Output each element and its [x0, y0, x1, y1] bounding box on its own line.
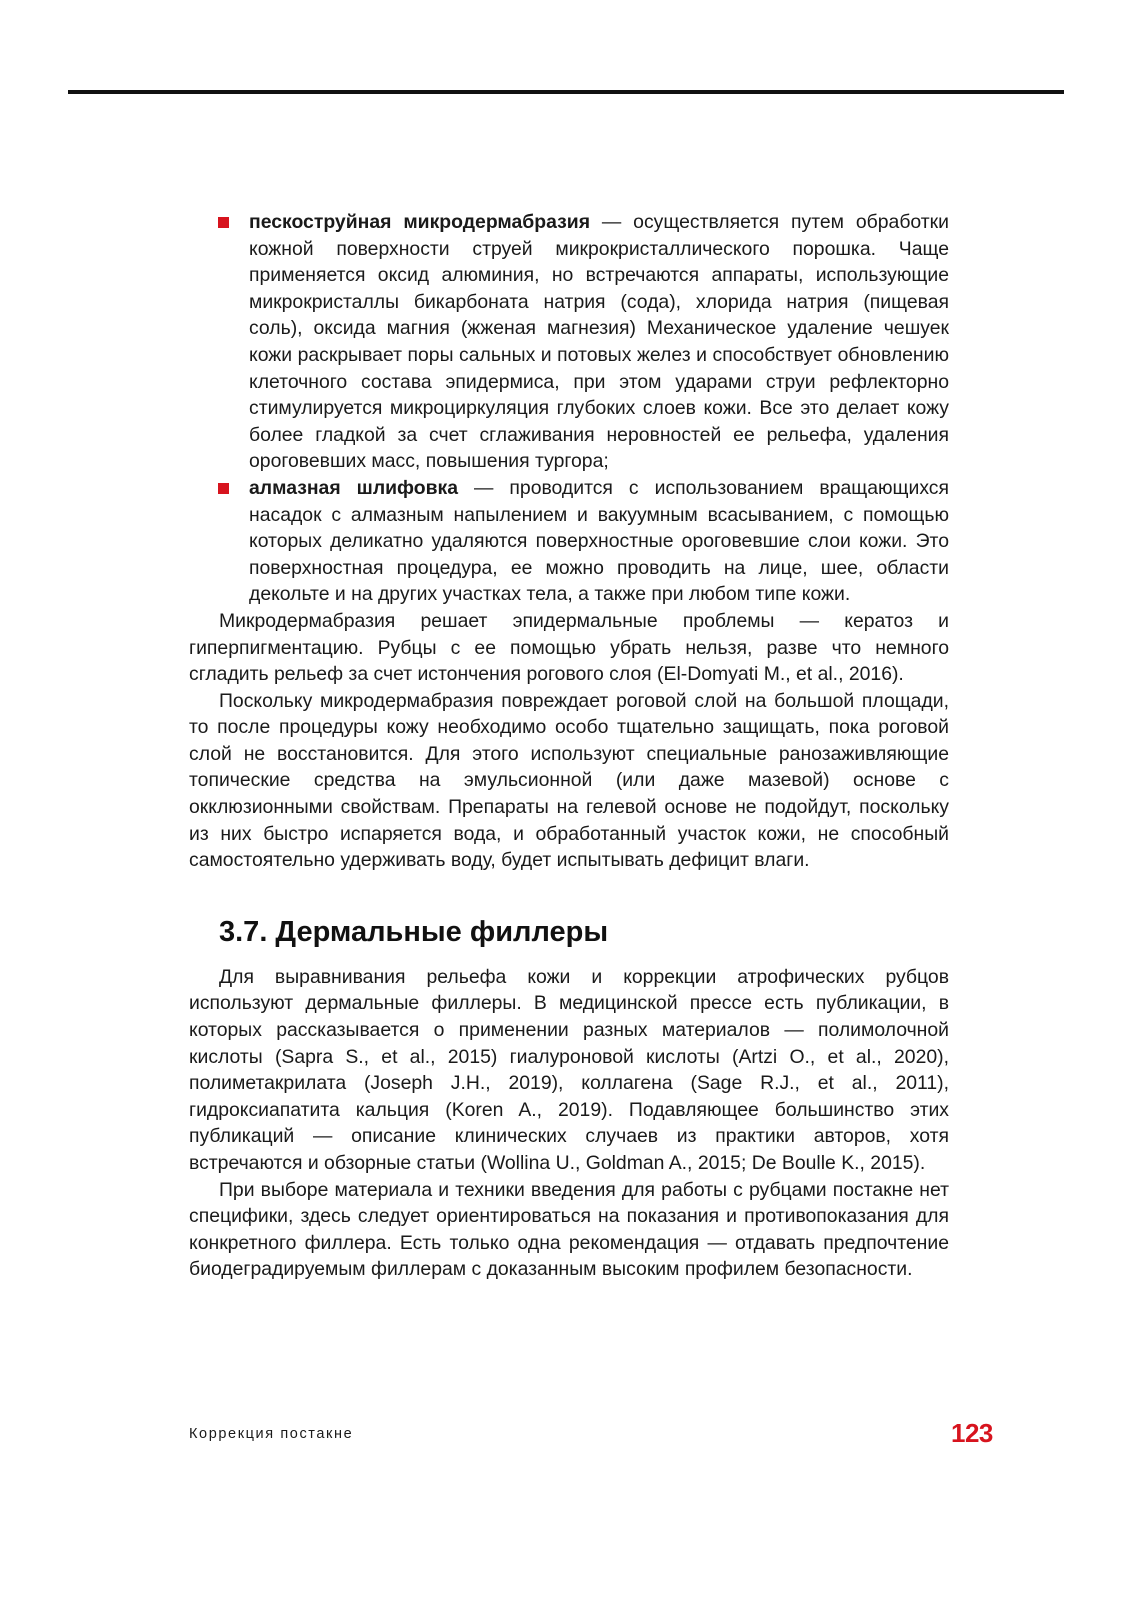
body-paragraph: При выборе материала и техники введения для работы с рубцами постакне нет специфики, здесь следует ориентироваться на показания и противопоказания для конкретного филлера. Есть только одна рекомендация — отдавать предпочтение биодеградируемым филлерам с доказанным высоким профилем безопасности.: [189, 1178, 949, 1281]
list-item: [189, 475, 949, 608]
list-item-text: — осуществляется путем обработки кожной поверхности струей микрокристаллического порошка. Чаще применяется оксид алюминия, но встречаются аппараты, использующие микрокристаллы бикарбоната натрия (сода), хлорида натрия (пищевая соль), оксида магния (жженая магнезия) Механическое удаление чешуек кожи раскрывает поры сальных и потовых желез и способствует обновлению клеточного состава эпидермиса, при этом ударами струи рефлекторно стимулируется микроциркуляция глубоких слоев кожи. Все это делает кожу более гладкой за счет сглаживания неровностей ее рельефа, удаления ороговевших масс, повышения тургора;: [249, 211, 949, 473]
body-paragraph: Поскольку микродермабразия повреждает роговой слой на большой площади, то после процедуры кожу необходимо особо тщательно защищать, пока роговой слой не восстановится. Для этого используют специальные ранозаживляющие топические средства на эмульсионной (или даже мазевой) основе с окклюзионными свойствам. Препараты на гелевой основе не подойдут, поскольку из них быстро испаряется вода, и обработанный участок кожи, не способный самостоятельно удерживать воду, будет испытывать дефицит влаги.: [189, 689, 949, 872]
method-list: [189, 209, 949, 608]
header-rule: [68, 90, 1064, 94]
section-heading: 3.7. Дермальные филлеры: [219, 915, 609, 948]
page-number: 123: [951, 1418, 993, 1448]
list-item-text: — проводится с использованием вращающихся насадок с алмазным напылением и вакуумным всасыванием, с помощью которых деликатно удаляются поверхностные ороговевшие слои кожи. Это поверхностная процедура, ее можно проводить на лице, шее, области декольте и на других участках тела, а также при любом типе кожи.: [249, 476, 949, 606]
body-paragraph: Микродермабразия решает эпидермальные проблемы — кератоз и гиперпигментацию. Рубцы с ее помощью убрать нельзя, разве что немного сгладить рельеф за счет истончения рогового слоя (El-Domyati M., et al., 2016).: [189, 609, 949, 686]
list-item-term: алмазная шлифовка: [249, 476, 459, 499]
square-bullet-icon: [218, 217, 229, 228]
running-footer-title: Коррекция постакне: [189, 1426, 354, 1442]
main-content: [189, 209, 949, 1283]
list-item: [189, 209, 949, 475]
body-paragraph: Для выравнивания рельефа кожи и коррекции атрофических рубцов используют дермальные филлеры. В медицинской прессе есть публикации, в которых рассказывается о применении разных материалов — полимолочной кислоты (Sapra S., et al., 2015) гиалуроновой кислоты (Artzi O., et al., 2020), полиметакрилата (Joseph J.H., 2019), коллагена (Sage R.J., et al., 2011), гидроксиапатита кальция (Koren A., 2019). Подавляющее большинство этих публикаций — описание клинических случаев из практики авторов, хотя встречаются и обзорные статьи (Wollina U., Goldman A., 2015; De Boulle K., 2015).: [189, 965, 949, 1174]
list-item-term: пескоструйная микродермабразия: [249, 211, 591, 233]
square-bullet-icon: [218, 483, 229, 494]
